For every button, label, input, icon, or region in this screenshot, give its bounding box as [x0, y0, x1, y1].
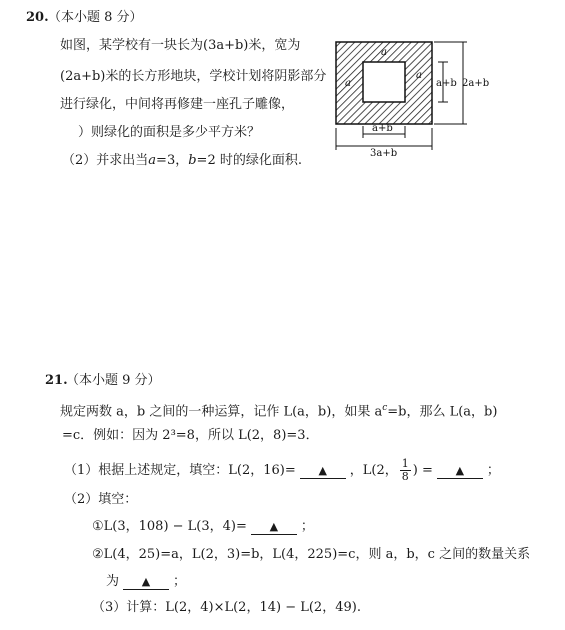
question-21-part-1	[64, 458, 500, 483]
inner-square	[363, 62, 405, 102]
part-2-suffix: =2 时的绿化面积.	[196, 153, 302, 168]
question-21-definition-line-1	[60, 400, 497, 420]
fraction-one-eighth	[400, 458, 411, 483]
fraction-denominator: 8	[401, 470, 409, 483]
var-b: b	[188, 153, 197, 168]
part-1-tail: ；	[486, 463, 500, 478]
inner-width-label: a+b	[372, 123, 393, 134]
question-21-part-2-2-answer	[106, 574, 186, 590]
question-20-line-1: 如图，某学校有一块长为(3a+b)米，宽为	[60, 38, 301, 53]
question-20-line-3: 进行绿化，中间将再修建一座孔子雕像，	[60, 97, 295, 112]
question-21-part-2-2: ②L(4，25)=a，L(2，3)=b，L(4，225)=c，则 a，b，c 之间的数量关系	[92, 547, 531, 562]
part-2-2b-end: ；	[173, 574, 187, 589]
outer-width-label: 3a+b	[370, 148, 398, 158]
part-1-mid: ，L(2，	[349, 463, 398, 478]
question-21-part-2: （2）填空：	[64, 492, 138, 507]
definition-text: 规定两数 a，b 之间的一种运算，记作 L(a，b)，如果 a	[60, 404, 383, 420]
var-a: a	[148, 153, 157, 168]
question-21-number: 21.	[45, 373, 68, 388]
question-20-line-2: (2a+b)米的长方形地块，学校计划将阴影部分	[60, 69, 327, 84]
answer-blank-3[interactable]	[251, 520, 297, 535]
question-20-heading: （本小题 8 分）	[48, 10, 143, 25]
outer-height-label: 2a+b	[462, 78, 490, 89]
question-21-heading: （本小题 9 分）	[66, 373, 161, 388]
triangle-marker: ▲	[269, 520, 279, 533]
right-border-label: a	[416, 70, 422, 81]
question-21-part-2-1	[92, 519, 314, 535]
fraction-numerator: 1	[401, 457, 409, 470]
question-20-number: 20.	[26, 10, 49, 25]
question-20-part-1: ）则绿化的面积是多少平方米？	[78, 125, 261, 140]
part-2-mid: =3，	[156, 153, 189, 168]
question-20-figure	[330, 38, 510, 158]
part-2-prefix: （2）并求出当	[62, 153, 149, 168]
answer-blank-4[interactable]	[123, 575, 169, 590]
answer-blank-1[interactable]	[300, 464, 346, 479]
triangle-marker: ▲	[318, 464, 327, 477]
inner-height-label: a+b	[436, 78, 457, 89]
part-1-prefix: （1）根据上述规定，填空：L(2，16)=	[64, 463, 296, 478]
top-border-label: a	[381, 47, 387, 58]
triangle-marker: ▲	[455, 464, 465, 477]
question-20-part-2	[62, 153, 302, 169]
definition-exponent: c	[382, 403, 388, 413]
part-2-1-text: ①L(3，108) − L(3，4)=	[92, 519, 247, 534]
question-21-part-3: （3）计算：L(2，4)×L(2，14) − L(2，49).	[92, 600, 361, 615]
part-1-end: ) =	[412, 463, 433, 478]
part-2-2b-text: 为	[106, 574, 120, 589]
left-border-label: a	[345, 78, 351, 89]
definition-text-end: =b，那么 L(a，b)	[387, 404, 498, 420]
answer-blank-2[interactable]	[437, 464, 483, 479]
part-2-1-end: ；	[300, 519, 314, 534]
triangle-marker: ▲	[141, 575, 151, 588]
question-21-definition-line-2: =c．例如：因为 2³=8，所以 L(2，8)=3．	[62, 428, 319, 443]
